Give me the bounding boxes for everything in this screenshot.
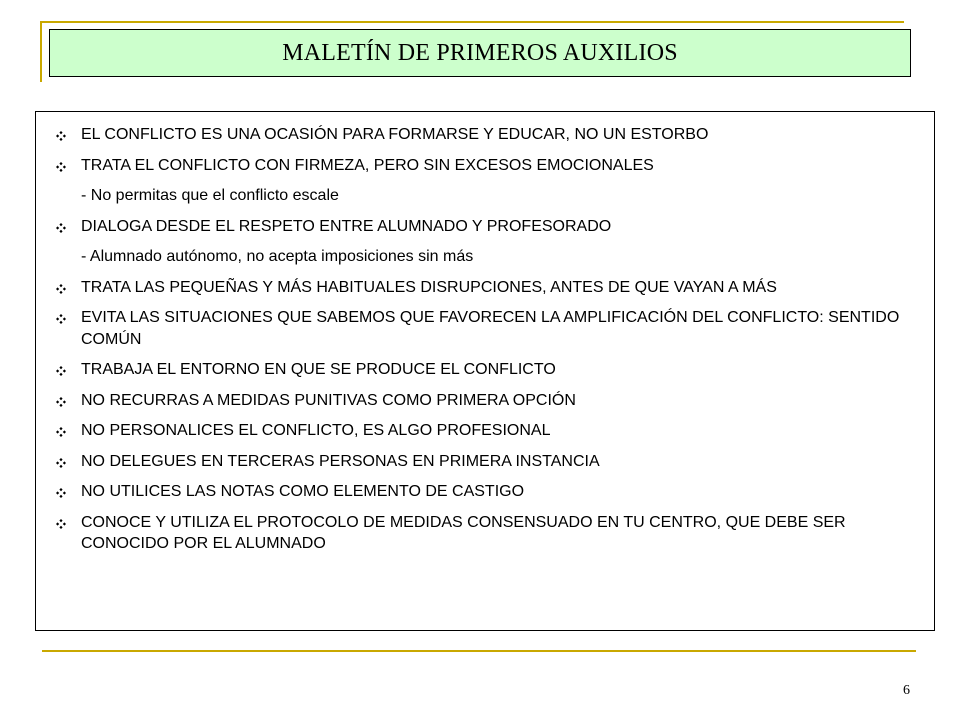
list-item (36, 124, 924, 146)
list-item (36, 216, 924, 238)
left-accent-rule (40, 21, 42, 82)
title-box (49, 29, 911, 77)
four-diamond-bullet-icon (56, 519, 66, 529)
list-item (36, 307, 924, 350)
list-item-text: NO DELEGUES EN TERCERAS PERSONAS EN PRIMERA INSTANCIA (81, 452, 600, 470)
list-item-text: NO RECURRAS A MEDIDAS PUNITIVAS COMO PRIMERA OPCIÓN (81, 391, 576, 409)
content-list (36, 112, 934, 555)
list-item (36, 512, 924, 555)
top-accent-rule (40, 21, 904, 23)
list-item (36, 420, 924, 442)
four-diamond-bullet-icon (56, 397, 66, 407)
bottom-accent-rule (42, 650, 916, 652)
list-item-text: - No permitas que el conflicto escale (81, 187, 339, 204)
list-sub-item (36, 246, 924, 268)
list-item-text: NO PERSONALICES EL CONFLICTO, ES ALGO PROFESIONAL (81, 422, 551, 439)
list-item (36, 390, 924, 412)
list-item (36, 481, 924, 503)
list-item (36, 155, 924, 177)
content-box (35, 111, 935, 631)
four-diamond-bullet-icon (56, 427, 66, 437)
four-diamond-bullet-icon (56, 314, 66, 324)
four-diamond-bullet-icon (56, 458, 66, 468)
list-item (36, 451, 924, 473)
four-diamond-bullet-icon (56, 131, 66, 141)
list-item (36, 359, 924, 381)
list-sub-item (36, 185, 924, 207)
list-item-text: EVITA LAS SITUACIONES QUE SABEMOS QUE FAVORECEN LA AMPLIFICACIÓN DEL CONFLICTO: SENTIDO COMÚN (81, 309, 900, 348)
list-item-text: TRATA EL CONFLICTO CON FIRMEZA, PERO SIN EXCESOS EMOCIONALES (81, 156, 654, 174)
slide-title: MALETÍN DE PRIMEROS AUXILIOS (282, 39, 678, 66)
list-item-text: DIALOGA DESDE EL RESPETO ENTRE ALUMNADO Y PROFESORADO (81, 217, 612, 235)
four-diamond-bullet-icon (56, 223, 66, 233)
list-item-text: CONOCE Y UTILIZA EL PROTOCOLO DE MEDIDAS CONSENSUADO EN TU CENTRO, QUE DEBE SER CONOCIDO POR EL ALUMNADO (81, 513, 846, 552)
list-item-text: - Alumnado autónomo, no acepta imposiciones sin más (81, 248, 474, 265)
list-item (36, 277, 924, 299)
four-diamond-bullet-icon (56, 366, 66, 376)
list-item-text: TRATA LAS PEQUEÑAS Y MÁS HABITUALES DISRUPCIONES, ANTES DE QUE VAYAN A MÁS (81, 278, 777, 296)
four-diamond-bullet-icon (56, 284, 66, 294)
list-item-text: NO UTILICES LAS NOTAS COMO ELEMENTO DE CASTIGO (81, 483, 525, 500)
four-diamond-bullet-icon (56, 162, 66, 172)
four-diamond-bullet-icon (56, 488, 66, 498)
list-item-text: TRABAJA EL ENTORNO EN QUE SE PRODUCE EL CONFLICTO (81, 361, 556, 378)
page-number: 6 (903, 683, 910, 698)
list-item-text: EL CONFLICTO ES UNA OCASIÓN PARA FORMARSE Y EDUCAR, NO UN ESTORBO (81, 126, 709, 143)
